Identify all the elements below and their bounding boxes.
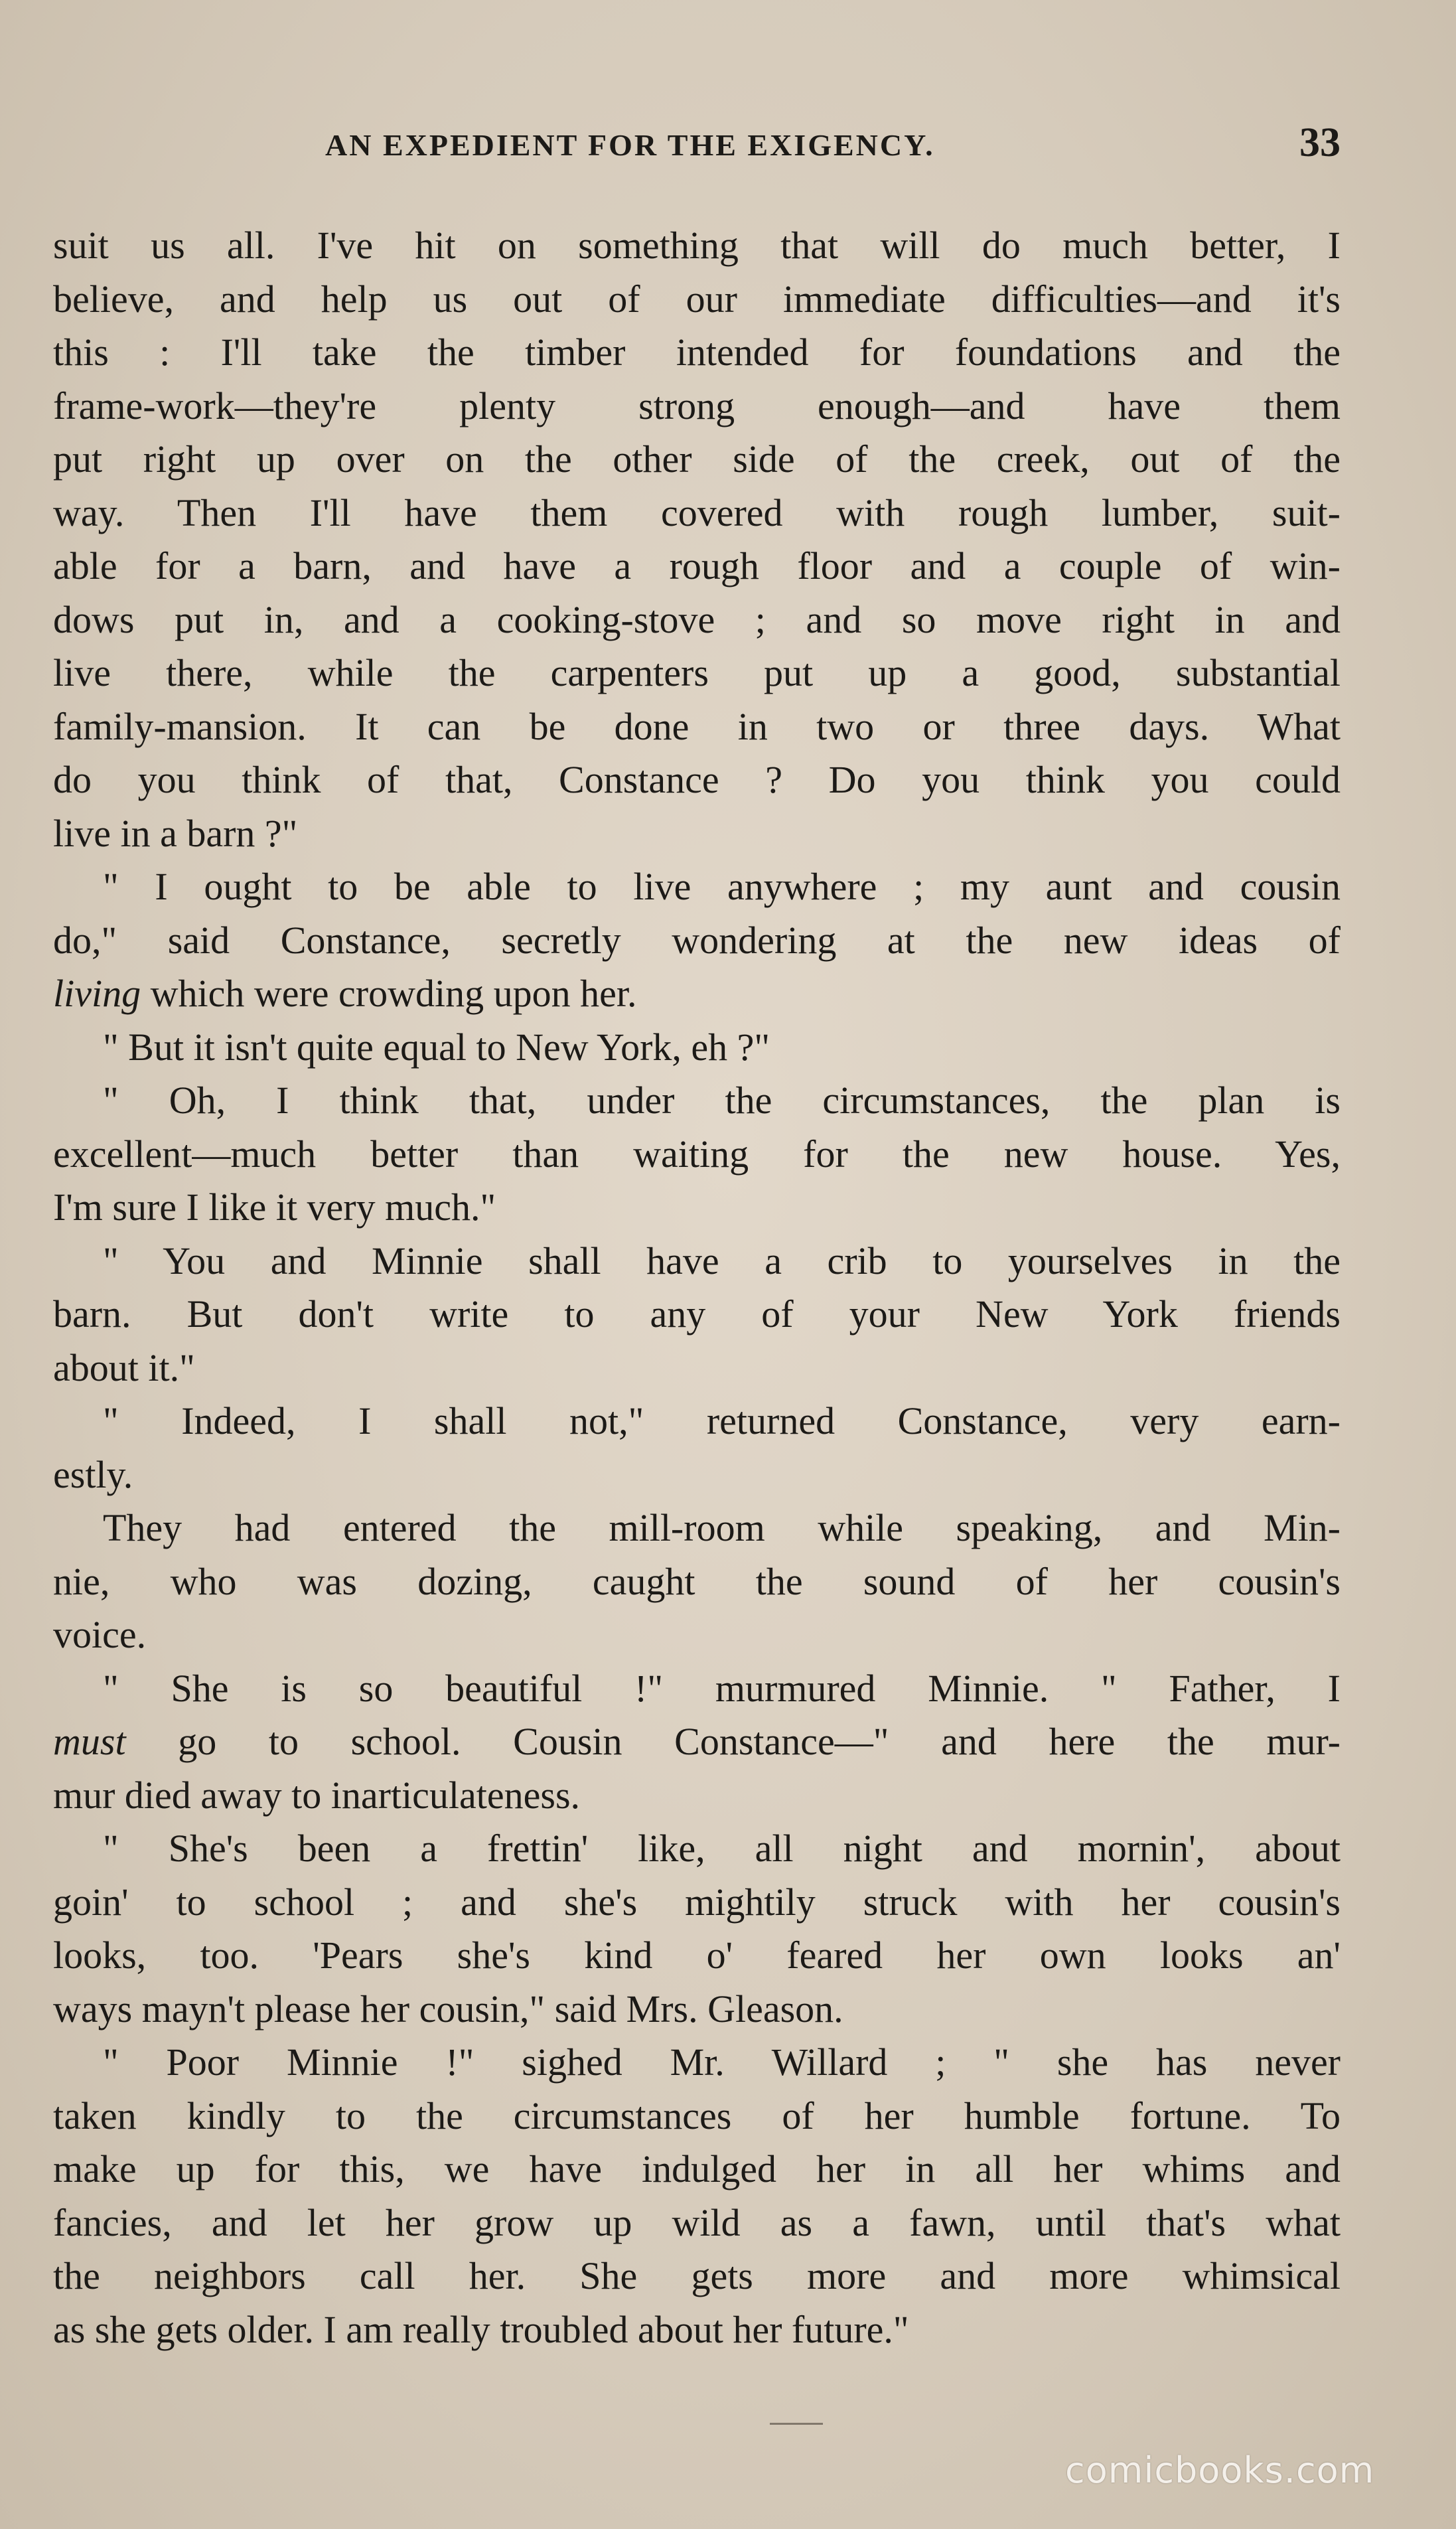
text-line-content: I'm sure I like it very much." — [53, 1186, 496, 1229]
text-line — [53, 2143, 1341, 2196]
text-line — [53, 700, 1341, 754]
text-line-content: " I ought to be able to live anywhere ; my aunt and cousin — [103, 865, 1341, 908]
text-line — [53, 967, 1341, 1021]
text-line — [53, 1288, 1341, 1341]
text-line — [53, 487, 1341, 540]
text-line — [53, 1769, 1341, 1823]
text-line-content: goin' to school ; and she's mightily struck with her cousin's — [53, 1880, 1341, 1924]
text-line — [53, 1181, 1341, 1235]
text-line — [53, 2036, 1341, 2090]
text-line — [53, 2250, 1341, 2303]
text-line — [53, 1128, 1341, 1182]
text-line-content: fancies, and let her grow up wild as a fawn, until that's what — [53, 2200, 1341, 2244]
text-line-content: make up for this, we have indulged her in all her whims and — [53, 2147, 1341, 2190]
text-line-content: do you think of that, Constance ? Do you think you could — [53, 758, 1341, 801]
text-line-content: " Indeed, I shall not," returned Constance, very earn- — [103, 1399, 1341, 1442]
text-line-content: suit us all. I've hit on something that will do much better, I — [53, 224, 1341, 267]
text-line-content: must go to school. Cousin Constance—" and here the mur- — [53, 1720, 1341, 1763]
text-line-content: as she gets older. I am really troubled about her future." — [53, 2307, 909, 2351]
text-line — [53, 1929, 1341, 1983]
text-line-content: live in a barn ?" — [53, 811, 298, 855]
text-line-content: frame-work—they're plenty strong enough—and have them — [53, 384, 1341, 427]
text-line — [53, 1501, 1341, 1555]
text-line-content: estly. — [53, 1452, 133, 1496]
text-line — [53, 326, 1341, 380]
text-line — [53, 593, 1341, 647]
text-line — [53, 914, 1341, 968]
text-line-content: the neighbors call her. She gets more and more whimsical — [53, 2254, 1341, 2297]
text-line — [53, 273, 1341, 327]
text-line-content: do," said Constance, secretly wondering at the new ideas of — [53, 918, 1341, 962]
text-line — [53, 1876, 1341, 1930]
text-line — [53, 1448, 1341, 1502]
watermark: comicbooks.com — [1065, 2449, 1375, 2491]
text-line-content: " She's been a frettin' like, all night and mornin', about — [103, 1827, 1341, 1870]
text-line — [53, 380, 1341, 433]
text-line — [53, 1822, 1341, 1876]
text-line — [53, 647, 1341, 700]
text-line-content: able for a barn, and have a rough floor and a couple of win- — [53, 544, 1341, 587]
text-line-content: " You and Minnie shall have a crib to yourselves in the — [103, 1239, 1341, 1282]
text-line-content: looks, too. 'Pears she's kind o' feared her own looks an' — [53, 1934, 1341, 1977]
page-number: 33 — [1299, 120, 1341, 165]
text-line — [53, 753, 1341, 807]
text-line — [53, 807, 1341, 861]
text-line-content: put right up over on the other side of the creek, out of the — [53, 437, 1341, 481]
text-line-content: nie, who was dozing, caught the sound of her cousin's — [53, 1559, 1341, 1603]
text-line-content: " She is so beautiful !" murmured Minnie. " Father, I — [103, 1666, 1341, 1710]
running-head: AN EXPEDIENT FOR THE EXIGENCY. — [325, 128, 935, 162]
text-line-content: " Oh, I think that, under the circumstances, the plan is — [103, 1079, 1341, 1122]
text-line — [53, 1341, 1341, 1395]
text-line-content: way. Then I'll have them covered with rough lumber, suit- — [53, 491, 1341, 534]
text-line-content: family-mansion. It can be done in two or three days. What — [53, 704, 1341, 748]
text-line — [53, 1608, 1341, 1662]
text-line — [53, 540, 1341, 593]
text-line-content: They had entered the mill-room while speaking, and Min- — [103, 1506, 1341, 1549]
text-line — [53, 1074, 1341, 1128]
text-line — [53, 1235, 1341, 1288]
text-line-content: dows put in, and a cooking-stove ; and so move right in and — [53, 597, 1341, 641]
text-line-content: about it." — [53, 1345, 195, 1389]
text-line-content: barn. But don't write to any of your New York friends — [53, 1292, 1341, 1336]
text-line — [53, 433, 1341, 487]
text-line — [53, 1662, 1341, 1716]
text-line-content: believe, and help us out of our immediate difficulties—and it's — [53, 277, 1341, 321]
text-line — [53, 1555, 1341, 1609]
body-text — [53, 219, 1341, 2356]
text-line — [53, 1983, 1341, 2036]
text-line — [53, 860, 1341, 914]
text-line-content: voice. — [53, 1613, 147, 1656]
text-line-content: excellent—much better than waiting for the new house. Yes, — [53, 1132, 1341, 1176]
text-line — [53, 1021, 1341, 1075]
footer-rule — [770, 2423, 823, 2425]
text-line — [53, 2303, 1341, 2357]
text-line-content: live there, while the carpenters put up a good, substantial — [53, 651, 1341, 694]
text-line-content: ways mayn't please her cousin," said Mrs. Gleason. — [53, 1987, 843, 2031]
text-line — [53, 1715, 1341, 1769]
page-header — [56, 119, 1341, 179]
text-line-content: taken kindly to the circumstances of her humble fortune. To — [53, 2094, 1341, 2137]
text-line-content: this : I'll take the timber intended for foundations and the — [53, 331, 1341, 374]
text-line-content: mur died away to inarticulateness. — [53, 1773, 581, 1817]
text-line — [53, 2196, 1341, 2250]
text-line — [53, 1395, 1341, 1448]
text-line-content: living which were crowding upon her. — [53, 972, 637, 1015]
text-line-content: " But it isn't quite equal to New York, eh ?" — [103, 1025, 770, 1069]
text-line-content: " Poor Minnie !" sighed Mr. Willard ; " she has never — [103, 2040, 1341, 2084]
text-line — [53, 219, 1341, 273]
text-line — [53, 2090, 1341, 2143]
